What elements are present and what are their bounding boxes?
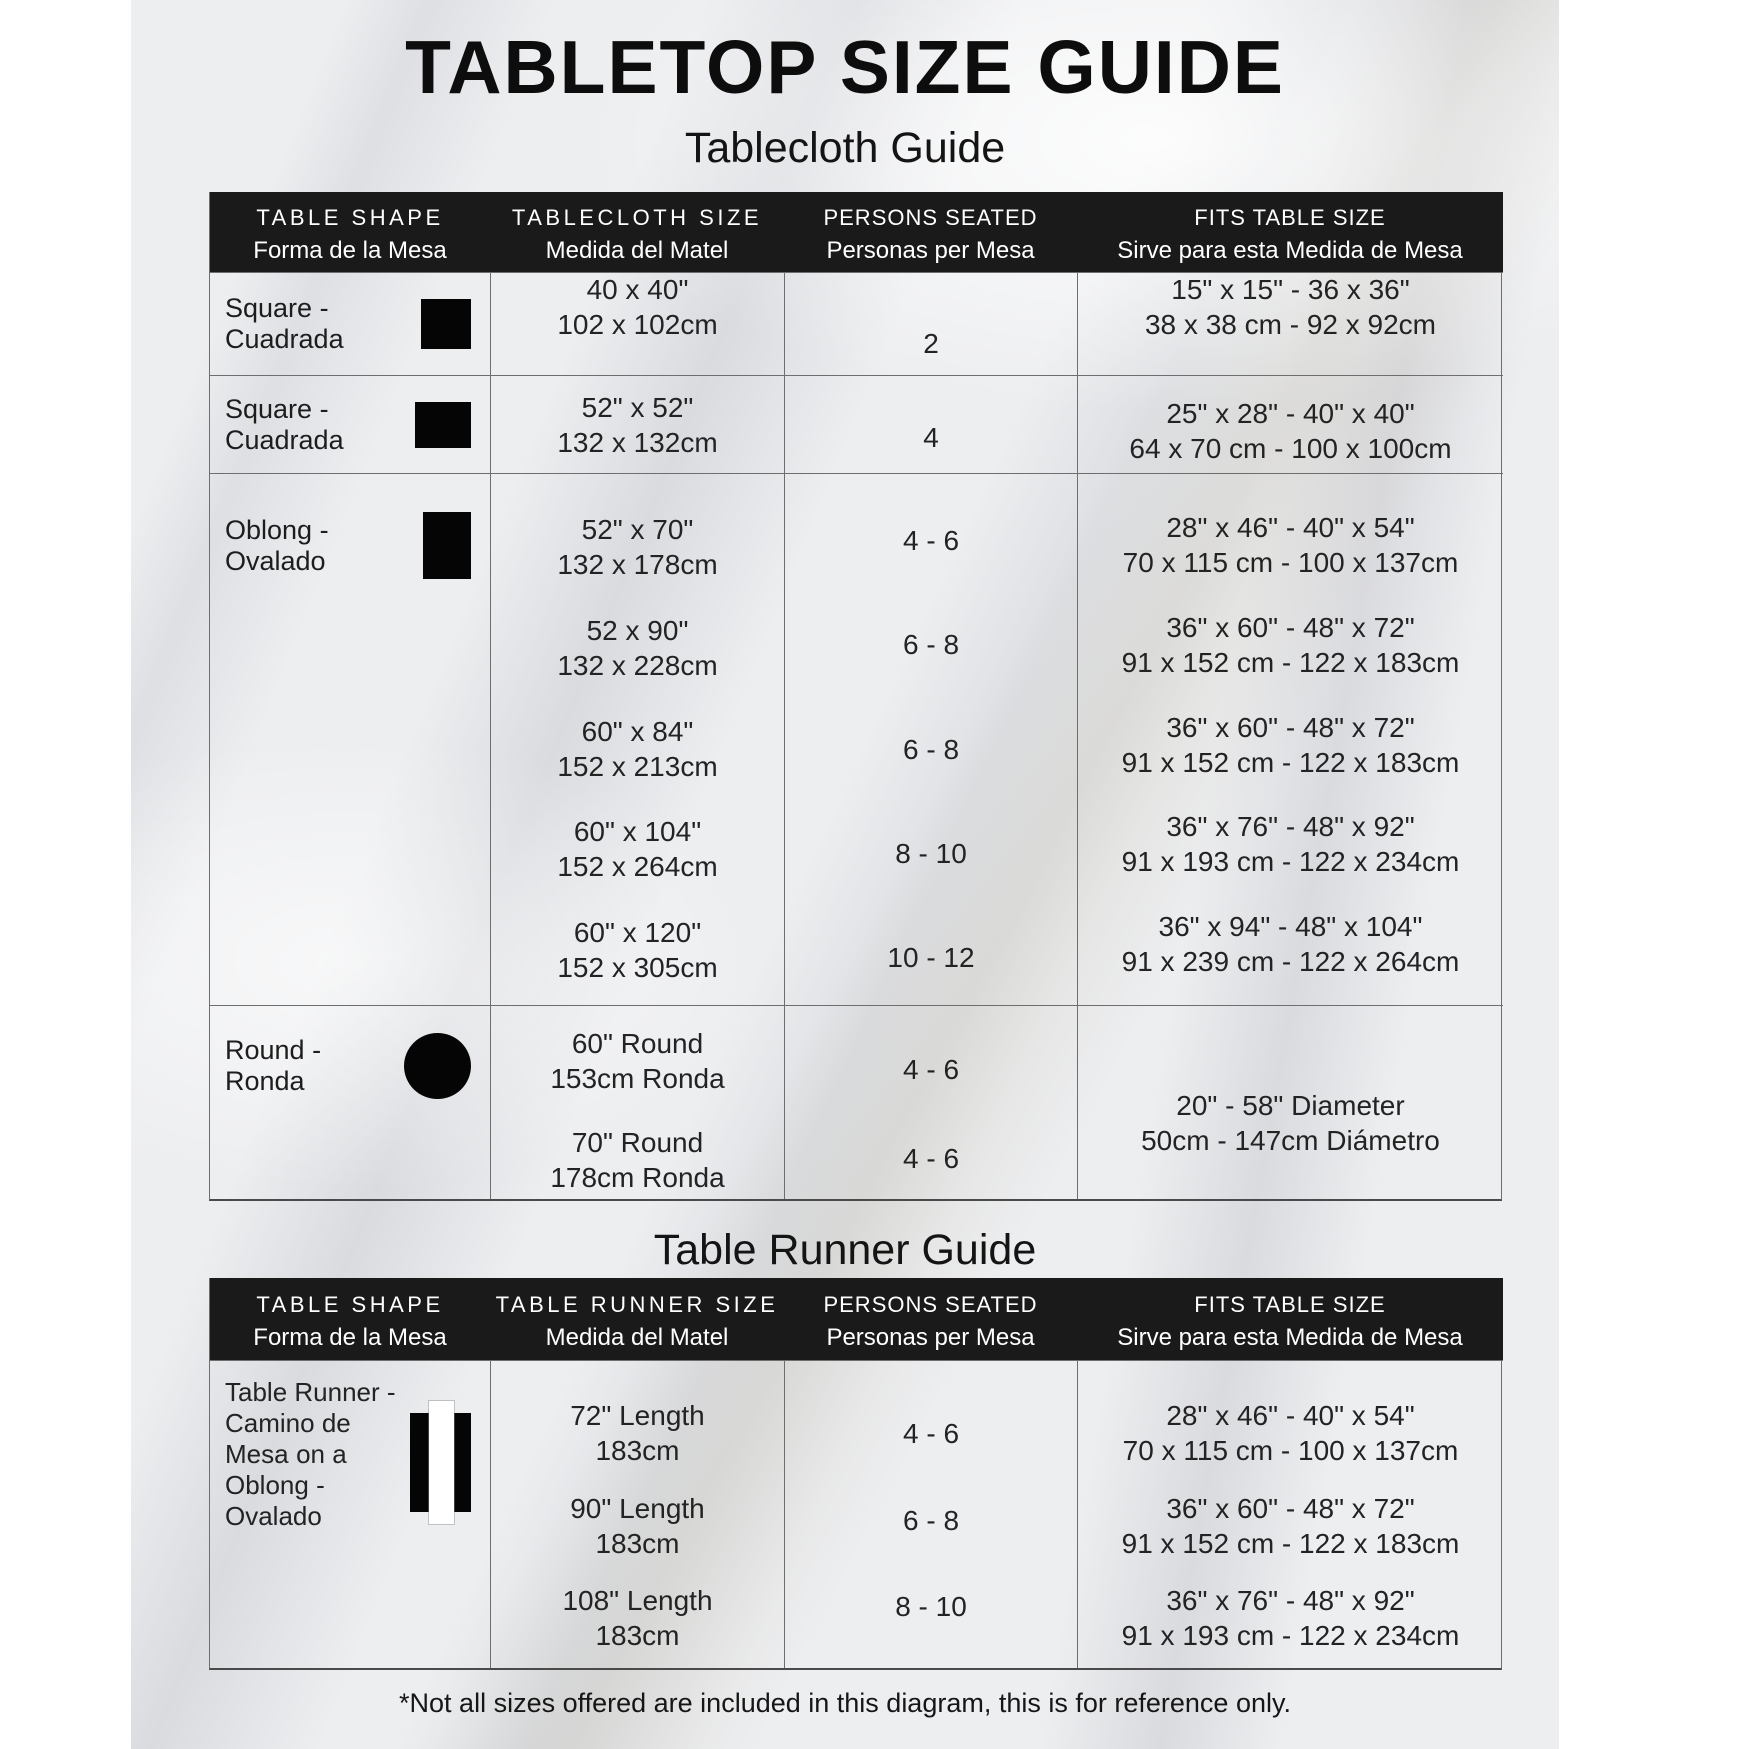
persons-value: 8 - 10 — [895, 837, 967, 869]
fits-line-1: 15" x 15" - 36 x 36" — [1171, 274, 1410, 305]
size-value — [491, 1125, 784, 1195]
fits-line-2: 91 x 152 cm - 122 x 183cm — [1121, 746, 1460, 778]
runner-header-shape-es: Forma de la Mesa — [253, 1324, 447, 1351]
row-square-large-fits — [1077, 375, 1503, 473]
footnote: *Not all sizes offered are included in this diagram, this is for reference only. — [399, 1688, 1291, 1718]
size-value — [491, 714, 784, 784]
size-line-1: 108" Length — [562, 1585, 713, 1616]
size-value — [557, 390, 717, 460]
row-round-sizes — [490, 1005, 784, 1199]
cloth-header-shape-es: Forma de la Mesa — [253, 237, 447, 264]
runner-sizes — [490, 1360, 784, 1668]
row-square-small-fits — [1077, 272, 1503, 375]
runner-header-fits-es: Sirve para esta Medida de Mesa — [1117, 1324, 1463, 1351]
fits-value — [1078, 710, 1503, 780]
size-value — [557, 272, 717, 342]
row-round-shape — [210, 1005, 490, 1199]
runner-shape-inner — [225, 1377, 490, 1540]
persons-value: 4 - 6 — [902, 1418, 960, 1449]
runner-header-persons — [784, 1278, 1077, 1360]
shape-label — [225, 1377, 410, 1532]
shape-line-1: Table Runner - — [225, 1377, 396, 1407]
size-line-1: 60" x 120" — [573, 917, 702, 948]
row-square-large-persons — [784, 375, 1077, 473]
row-square-large-shape — [210, 375, 490, 473]
cloth-header-persons — [784, 192, 1077, 272]
row-oblong-persons — [784, 473, 1077, 1005]
size-line-1: 60" x 84" — [581, 715, 694, 747]
table-runner-guide-heading: Table Runner Guide — [653, 1226, 1037, 1274]
cloth-header-size — [490, 192, 784, 272]
size-value — [491, 1398, 784, 1468]
size-value — [491, 512, 784, 582]
persons-value: 4 - 6 — [902, 525, 960, 556]
page-title: TABLETOP SIZE GUIDE — [405, 25, 1285, 109]
row-oblong-fits — [1077, 473, 1503, 1005]
fits-line-2: 70 x 115 cm - 100 x 137cm — [1122, 1435, 1459, 1466]
persons-value: 2 — [923, 328, 939, 359]
runner-header-size-es: Medida del Matel — [545, 1324, 729, 1351]
runner-shape — [210, 1360, 490, 1668]
size-line-1: 52 x 90" — [586, 614, 689, 646]
fits-line-1: 36" x 60" - 48" x 72" — [1166, 711, 1415, 743]
fits-value — [1141, 1088, 1440, 1158]
size-line-2: 152 x 305cm — [557, 952, 718, 983]
runner-header-size — [490, 1278, 784, 1360]
oblong-shape-inner — [225, 512, 490, 579]
runner-fits — [1077, 1360, 1503, 1668]
fits-line-2: 38 x 38 cm - 92 x 92cm — [1144, 309, 1436, 340]
size-value — [491, 1583, 784, 1653]
row-square-small-shape — [210, 272, 490, 375]
shape-line-4: Oblong - Ovalado — [225, 1470, 325, 1531]
shape-label: Oblong - Ovalado — [225, 514, 329, 576]
size-line-1: 72" Length — [570, 1400, 705, 1431]
fits-line-1: 36" x 76" - 48" x 92" — [1166, 1585, 1415, 1616]
row-square-large-size — [490, 375, 784, 473]
fits-value — [1078, 809, 1503, 879]
cloth-header-persons-es: Personas per Mesa — [826, 237, 1035, 264]
fits-value — [1078, 610, 1503, 680]
table-runner-table — [209, 1278, 1502, 1670]
fits-line-1: 36" x 76" - 48" x 92" — [1166, 811, 1415, 843]
fits-line-2: 91 x 152 cm - 122 x 183cm — [1121, 646, 1460, 678]
fits-value — [1145, 272, 1436, 342]
fits-line-1: 20" - 58" Diameter — [1176, 1089, 1405, 1121]
fits-line-2: 91 x 239 cm - 122 x 264cm — [1121, 946, 1460, 977]
cloth-header-shape — [210, 192, 490, 272]
fits-line-2: 70 x 115 cm - 100 x 137cm — [1122, 547, 1459, 578]
fits-value — [1129, 396, 1451, 466]
size-line-2: 183cm — [595, 1620, 680, 1651]
runner-header-size-en: TABLE RUNNER SIZE — [495, 1292, 779, 1317]
size-line-2: 102 x 102cm — [557, 309, 718, 340]
runner-header-fits — [1077, 1278, 1503, 1360]
square-icon — [415, 402, 471, 448]
circle-icon — [404, 1033, 471, 1099]
fits-line-1: 25" x 28" - 40" x 40" — [1166, 397, 1415, 429]
size-line-1: 60" x 104" — [573, 816, 702, 848]
size-line-1: 90" Length — [570, 1492, 705, 1524]
size-line-2: 132 x 228cm — [557, 649, 718, 681]
fits-line-1: 36" x 60" - 48" x 72" — [1166, 1492, 1415, 1524]
size-line-1: 52" x 52" — [581, 391, 694, 423]
size-line-2: 183cm — [595, 1527, 680, 1559]
persons-value: 6 - 8 — [902, 1504, 960, 1536]
row-oblong-sizes — [490, 473, 784, 1005]
size-line-2: 152 x 264cm — [557, 851, 718, 883]
runner-header-persons-es: Personas per Mesa — [826, 1324, 1035, 1351]
row-oblong-shape — [210, 473, 490, 1005]
fits-value — [1078, 909, 1503, 979]
runner-header-shape-en: TABLE SHAPE — [256, 1292, 444, 1317]
fits-line-2: 64 x 70 cm - 100 x 100cm — [1129, 432, 1452, 464]
persons-value: 6 - 8 — [902, 733, 960, 765]
fits-line-1: 28" x 46" - 40" x 54" — [1166, 512, 1415, 543]
fits-value — [1078, 1583, 1503, 1653]
size-line-2: 152 x 213cm — [557, 750, 718, 782]
shape-label: Square - Cuadrada — [225, 393, 344, 455]
size-line-2: 178cm Ronda — [550, 1162, 725, 1193]
size-line-2: 183cm — [595, 1435, 680, 1466]
runner-header-fits-en: FITS TABLE SIZE — [1194, 1292, 1386, 1317]
size-line-2: 132 x 178cm — [557, 549, 718, 580]
row-square-small-persons — [784, 272, 1077, 375]
cloth-header-size-es: Medida del Matel — [545, 237, 729, 264]
cloth-header-persons-en: PERSONS SEATED — [823, 205, 1038, 230]
fits-value — [1078, 1491, 1503, 1561]
fits-value — [1078, 510, 1503, 580]
fits-line-2: 91 x 152 cm - 122 x 183cm — [1121, 1527, 1460, 1559]
size-value — [491, 613, 784, 683]
size-line-1: 52" x 70" — [581, 514, 694, 545]
runner-header-persons-en: PERSONS SEATED — [823, 1292, 1038, 1317]
square-icon — [421, 299, 471, 349]
fits-line-1: 36" x 94" - 48" x 104" — [1158, 911, 1423, 942]
cloth-header-fits — [1077, 192, 1503, 272]
size-value — [491, 814, 784, 884]
cloth-header-shape-en: TABLE SHAPE — [256, 205, 444, 230]
runner-header-shape — [210, 1278, 490, 1360]
fits-line-2: 91 x 193 cm - 122 x 234cm — [1121, 1620, 1460, 1651]
table-runner-icon — [410, 1413, 471, 1512]
oblong-rectangle-icon — [423, 512, 471, 579]
size-value — [491, 1491, 784, 1561]
fits-line-1: 28" x 46" - 40" x 54" — [1166, 1400, 1415, 1431]
cloth-header-fits-es: Sirve para esta Medida de Mesa — [1117, 237, 1463, 264]
tablecloth-table — [209, 192, 1502, 1201]
shape-label: Round - Ronda — [225, 1035, 322, 1096]
row-round-fits — [1077, 1005, 1503, 1199]
persons-value: 4 - 6 — [902, 1054, 960, 1085]
tablecloth-guide-heading: Tablecloth Guide — [684, 124, 1006, 172]
shape-label: Square - Cuadrada — [225, 293, 344, 354]
fits-line-2: 50cm - 147cm Diámetro — [1141, 1124, 1440, 1156]
fits-line-1: 36" x 60" - 48" x 72" — [1166, 611, 1415, 643]
shape-line-2: Camino de Mesa — [225, 1408, 351, 1469]
persons-value: 8 - 10 — [895, 1591, 967, 1622]
cloth-header-size-en: TABLECLOTH SIZE — [511, 205, 763, 230]
persons-value: 4 — [923, 421, 939, 453]
fits-value — [1078, 1398, 1503, 1468]
row-square-small-size — [490, 272, 784, 375]
marble-document-page — [131, 0, 1559, 1749]
size-line-1: 60" Round — [571, 1028, 704, 1059]
persons-value: 4 - 6 — [902, 1143, 960, 1174]
row-round-persons — [784, 1005, 1077, 1199]
round-shape-inner — [225, 1033, 490, 1099]
fits-line-2: 91 x 193 cm - 122 x 234cm — [1121, 846, 1460, 878]
cloth-header-fits-en: FITS TABLE SIZE — [1194, 205, 1386, 230]
size-line-1: 40 x 40" — [586, 274, 689, 305]
size-value — [491, 915, 784, 985]
persons-value: 10 - 12 — [887, 942, 975, 973]
size-line-1: 70" Round — [571, 1127, 704, 1158]
runner-persons — [784, 1360, 1077, 1668]
size-value — [491, 1026, 784, 1096]
size-line-2: 153cm Ronda — [550, 1063, 725, 1094]
shape-line-3: on a — [296, 1439, 347, 1469]
size-line-2: 132 x 132cm — [557, 426, 718, 458]
persons-value: 6 - 8 — [902, 629, 960, 661]
